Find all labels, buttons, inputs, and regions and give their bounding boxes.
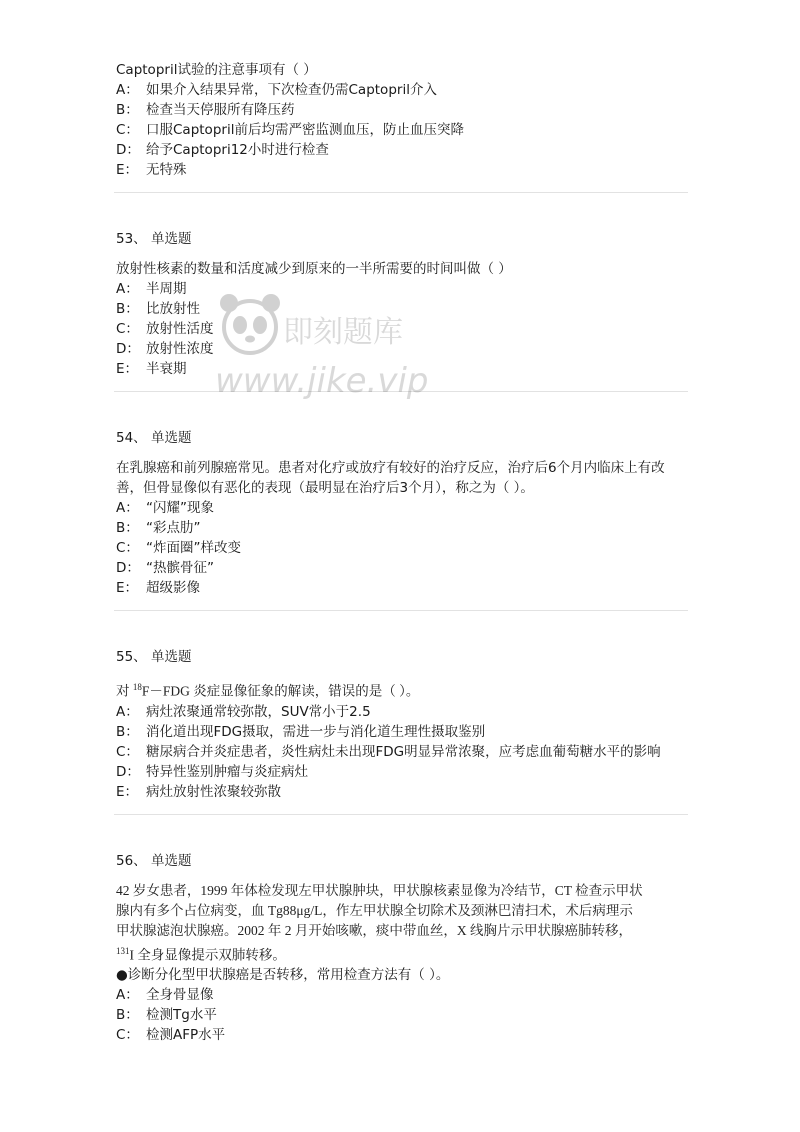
option-letter: D：: [116, 142, 140, 158]
question-stem: 在乳腺癌和前列腺癌常见。患者对化疗或放疗有较好的治疗反应，治疗后6个月内临床上有改善，但骨显像似有恶化的表现（最明显在治疗后3个月），称之为（ ）。: [116, 460, 665, 496]
option-a: [116, 279, 686, 299]
option-letter: D：: [116, 341, 140, 357]
option-letter: E：: [116, 162, 139, 178]
option-text: “热髌骨征”: [146, 560, 214, 576]
sub-question-stem: ●诊断分化型甲状腺癌是否转移，常用检查方法有（ ）。: [116, 967, 450, 983]
watermark-url: www.jike.vip: [215, 361, 429, 401]
divider: [114, 391, 688, 392]
option-letter: A：: [116, 703, 139, 720]
option-b: [116, 1005, 686, 1025]
isotope-superscript: 18: [132, 682, 142, 692]
option-b: [116, 518, 686, 538]
option-letter: B：: [116, 102, 139, 118]
option-letter: B：: [116, 723, 139, 740]
option-d: [116, 558, 686, 578]
document-page: [116, 60, 686, 1045]
option-letter: D：: [116, 560, 140, 576]
option-text: 半周期: [146, 281, 187, 297]
option-text: 半衰期: [146, 361, 187, 377]
option-letter: E：: [116, 783, 139, 800]
option-letter: E：: [116, 580, 139, 596]
option-c: [116, 120, 686, 140]
option-letter: C：: [116, 540, 139, 556]
option-text: 全身骨显像: [146, 987, 214, 1003]
watermark-brand: 即刻题库: [283, 315, 403, 350]
question-header: 56、 单选题: [116, 852, 192, 869]
option-letter: C：: [116, 1027, 139, 1043]
case-line: 42 岁女患者，1999 年体检发现左甲状腺肿块，甲状腺核素显像为冷结节，CT 检查示甲状: [116, 882, 643, 898]
divider: [114, 814, 688, 815]
option-text: 检测Tg水平: [146, 1007, 217, 1023]
option-b: [116, 722, 686, 742]
question-header: 53、 单选题: [116, 231, 192, 247]
option-text: “彩点肋”: [146, 520, 201, 536]
option-e: [116, 359, 686, 379]
option-text: 比放射性: [146, 301, 200, 317]
option-a: [116, 498, 686, 518]
option-text: 检测AFP水平: [146, 1027, 226, 1043]
option-text: 超级影像: [146, 580, 200, 596]
option-e: [116, 160, 686, 180]
case-line: 腺内有多个占位病变，血 Tg88μg/L，作左甲状腺全切除术及颈淋巴清扫术，术后病理示: [116, 902, 633, 918]
option-letter: A：: [116, 281, 139, 297]
option-text: 放射性活度: [146, 321, 214, 337]
question-stem: 放射性核素的数量和活度减少到原来的一半所需要的时间叫做（ ）: [116, 261, 512, 277]
divider: [114, 192, 688, 193]
option-letter: B：: [116, 301, 139, 317]
option-text: 糖尿病合并炎症患者，炎性病灶未出现FDG明显异常浓聚，应考虑血葡萄糖水平的影响: [146, 743, 661, 760]
option-c: [116, 538, 686, 558]
question-header: 55、 单选题: [116, 649, 192, 665]
option-d: [116, 140, 686, 160]
option-a: [116, 985, 686, 1005]
question-stem: Captopril试验的注意事项有（ ）: [116, 62, 317, 78]
case-line: [116, 941, 686, 966]
question-header: 54、 单选题: [116, 430, 192, 446]
option-letter: E：: [116, 361, 139, 377]
option-letter: C：: [116, 743, 139, 760]
isotope-superscript: 131: [116, 945, 130, 956]
case-line: 甲状腺滤泡状腺癌。2002 年 2 月开始咳嗽，痰中带血丝，X 线胸片示甲状腺癌肺转移，: [116, 922, 632, 938]
option-d: [116, 339, 686, 359]
case-line-text: I 全身显像提示双肺转移。: [129, 947, 286, 962]
option-letter: B：: [116, 520, 139, 536]
option-c: [116, 742, 686, 762]
option-letter: C：: [116, 321, 139, 337]
option-text: 病灶浓聚通常较弥散，SUV常小于2.5: [146, 703, 371, 720]
option-text: 如果介入结果异常，下次检查仍需Captopril介入: [146, 82, 437, 98]
stem-prefix: 对: [116, 683, 133, 699]
stem-text: F－FDG 炎症显像征象的解读，错误的是（ ）。: [141, 683, 420, 699]
option-b: [116, 100, 686, 120]
divider: [114, 610, 688, 611]
case-description: [116, 881, 686, 966]
option-letter: A：: [116, 500, 139, 516]
option-c: [116, 1025, 686, 1045]
option-c: [116, 319, 686, 339]
option-text: 消化道出现FDG摄取，需进一步与消化道生理性摄取鉴别: [146, 723, 486, 740]
option-e: [116, 782, 686, 802]
option-letter: A：: [116, 82, 139, 98]
question-stem: [116, 677, 686, 702]
option-text: “闪耀”现象: [146, 500, 214, 516]
option-letter: B：: [116, 1007, 139, 1023]
option-letter: C：: [116, 122, 139, 138]
option-a: [116, 80, 686, 100]
option-text: “炸面圈”样改变: [146, 540, 241, 556]
option-a: [116, 702, 686, 722]
option-text: 特异性鉴别肿瘤与炎症病灶: [146, 763, 308, 780]
option-e: [116, 578, 686, 598]
option-text: 给予Captopri12小时进行检查: [146, 142, 329, 158]
option-text: 放射性浓度: [146, 341, 214, 357]
option-b: [116, 299, 686, 319]
option-text: 口服Captopril前后均需严密监测血压，防止血压突降: [146, 122, 464, 138]
option-text: 无特殊: [146, 162, 187, 178]
option-d: [116, 762, 686, 782]
option-letter: D：: [116, 763, 140, 780]
option-text: 检查当天停服所有降压药: [146, 102, 295, 118]
option-text: 病灶放射性浓聚较弥散: [146, 783, 281, 800]
option-letter: A：: [116, 987, 139, 1003]
